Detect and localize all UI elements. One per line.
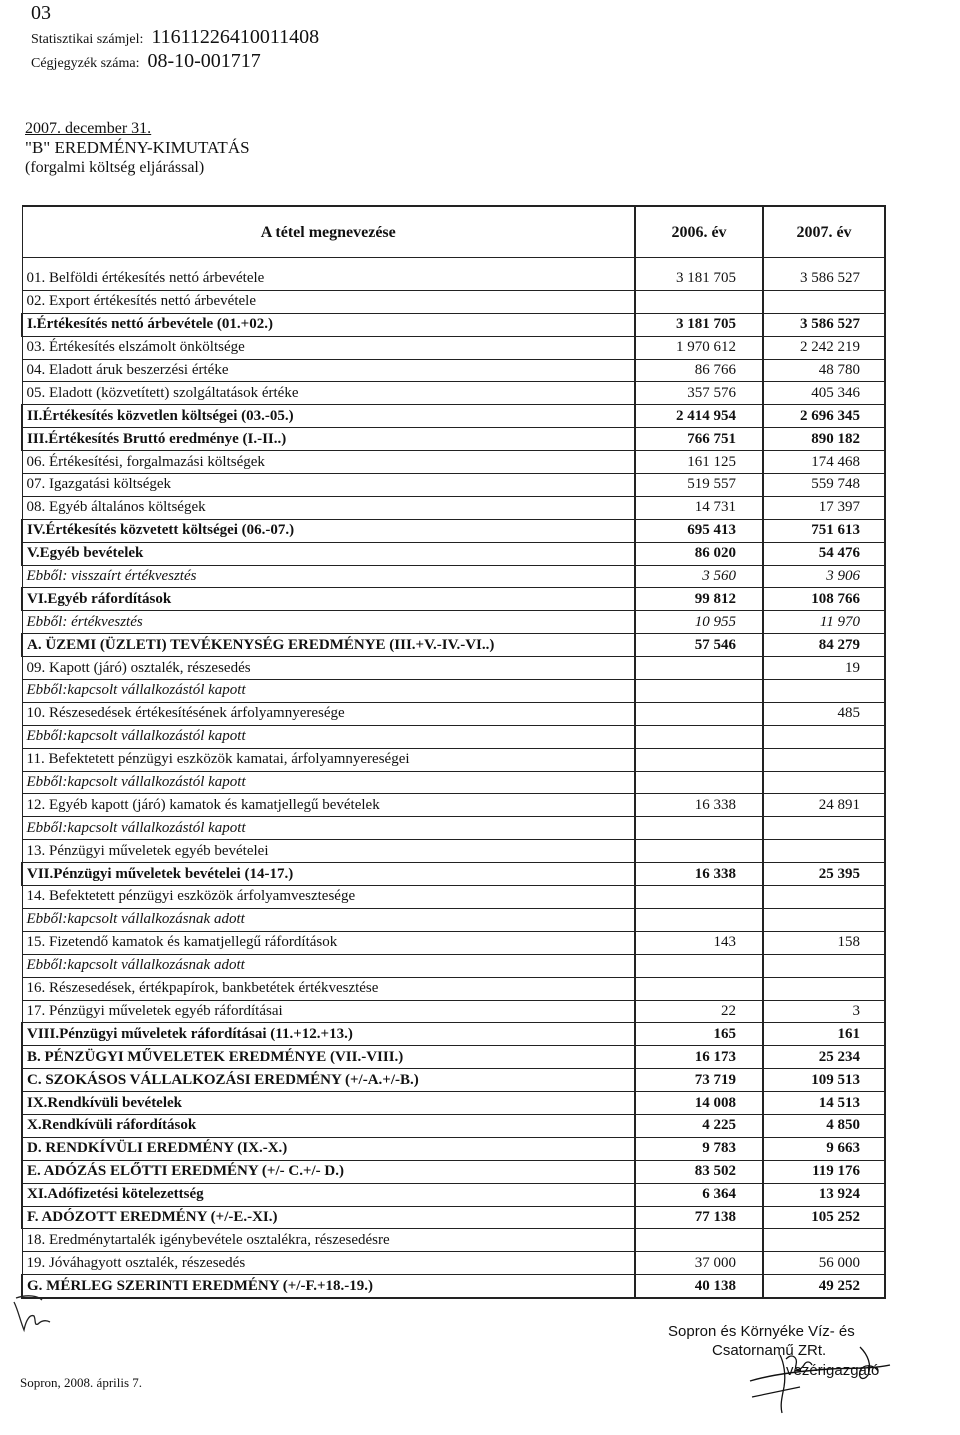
income-statement-table — [21, 205, 884, 1299]
value-2006 — [635, 840, 763, 863]
value-2006 — [635, 657, 763, 680]
value-2007: 158 — [763, 931, 885, 954]
value-2006: 99 812 — [635, 588, 763, 611]
table-row — [22, 382, 885, 405]
value-2007: 54 476 — [763, 542, 885, 565]
table-row — [22, 451, 885, 474]
value-2006: 14 731 — [635, 496, 763, 519]
report-title: "B" EREDMÉNY-KIMUTATÁS — [25, 138, 250, 157]
table-row — [22, 1000, 885, 1023]
value-2007 — [763, 954, 885, 977]
value-2007: 174 468 — [763, 451, 885, 474]
value-2007: 48 780 — [763, 359, 885, 382]
value-2007: 109 513 — [763, 1069, 885, 1092]
row-label: 14. Befektetett pénzügyi eszközök árfolyamvesztesége — [22, 886, 635, 909]
value-2007: 24 891 — [763, 794, 885, 817]
table-row — [22, 474, 885, 497]
value-2006: 14 008 — [635, 1092, 763, 1115]
value-2006: 3 181 705 — [635, 268, 763, 290]
value-2006 — [635, 908, 763, 931]
row-label: A. ÜZEMI (ÜZLETI) TEVÉKENYSÉG EREDMÉNYE (III.+V.-IV.-VI..) — [22, 634, 635, 657]
value-2007: 2 242 219 — [763, 336, 885, 359]
value-2006: 2 414 954 — [635, 405, 763, 428]
row-label: Ebből: értékvesztés — [22, 611, 635, 634]
value-2006: 4 225 — [635, 1114, 763, 1137]
value-2007: 11 970 — [763, 611, 885, 634]
table-row — [22, 1160, 885, 1183]
table-row — [22, 1137, 885, 1160]
table-row — [22, 1114, 885, 1137]
value-2006: 57 546 — [635, 634, 763, 657]
table-row — [22, 680, 885, 703]
value-2007: 3 586 527 — [763, 268, 885, 290]
table-row — [22, 794, 885, 817]
row-label: 06. Értékesítési, forgalmazási költségek — [22, 451, 635, 474]
table-row — [22, 565, 885, 588]
table-row — [22, 702, 885, 725]
row-label: C. SZOKÁSOS VÁLLALKOZÁSI EREDMÉNY (+/-A.+/-B.) — [22, 1069, 635, 1092]
table-row — [22, 748, 885, 771]
table-row — [22, 977, 885, 1000]
value-2007: 3 586 527 — [763, 313, 885, 336]
value-2007: 890 182 — [763, 428, 885, 451]
value-2006: 77 138 — [635, 1206, 763, 1229]
gap-cell — [635, 258, 763, 269]
value-2006: 40 138 — [635, 1275, 763, 1298]
statistical-number-label: Statisztikai számjel: — [31, 32, 144, 47]
statistical-number — [31, 26, 319, 49]
value-2006: 86 020 — [635, 542, 763, 565]
value-2006: 83 502 — [635, 1160, 763, 1183]
row-label: 03. Értékesítés elszámolt önköltsége — [22, 336, 635, 359]
place-and-date: Sopron, 2008. április 7. — [20, 1375, 143, 1390]
value-2006: 86 766 — [635, 359, 763, 382]
value-2006: 16 338 — [635, 863, 763, 886]
page-number: 03 — [31, 2, 51, 24]
value-2007 — [763, 290, 885, 313]
handwritten-signature — [740, 1335, 900, 1415]
row-label: I.Értékesítés nettó árbevétele (01.+02.) — [22, 313, 635, 336]
value-2006 — [635, 748, 763, 771]
value-2006 — [635, 725, 763, 748]
column-header-2007: 2007. év — [763, 206, 885, 258]
value-2006: 143 — [635, 931, 763, 954]
value-2006: 519 557 — [635, 474, 763, 497]
income-statement-body — [22, 206, 885, 1298]
registration-number-value: 08-10-001717 — [147, 50, 261, 72]
row-label: 19. Jóváhagyott osztalék, részesedés — [22, 1252, 635, 1275]
value-2007: 19 — [763, 657, 885, 680]
row-label: 15. Fizetendő kamatok és kamatjellegű ráfordítások — [22, 931, 635, 954]
value-2006 — [635, 1229, 763, 1252]
registration-number — [31, 50, 261, 73]
value-2006: 1 970 612 — [635, 336, 763, 359]
row-label: G. MÉRLEG SZERINTI EREDMÉNY (+/-F.+18.-19.) — [22, 1275, 635, 1298]
row-label: D. RENDKÍVÜLI EREDMÉNY (IX.-X.) — [22, 1137, 635, 1160]
table-row — [22, 771, 885, 794]
table-row — [22, 313, 885, 336]
value-2007: 9 663 — [763, 1137, 885, 1160]
value-2007 — [763, 840, 885, 863]
value-2007: 25 234 — [763, 1046, 885, 1069]
table-row — [22, 931, 885, 954]
table-row — [22, 1252, 885, 1275]
row-label: Ebből:kapcsolt vállalkozástól kapott — [22, 771, 635, 794]
table-row — [22, 428, 885, 451]
table-row — [22, 290, 885, 313]
value-2007: 17 397 — [763, 496, 885, 519]
value-2006: 6 364 — [635, 1183, 763, 1206]
value-2006: 161 125 — [635, 451, 763, 474]
row-label: VI.Egyéb ráfordítások — [22, 588, 635, 611]
table-row — [22, 1023, 885, 1046]
table-header-row — [22, 206, 885, 258]
signatory-title: vezérigazgató — [786, 1362, 880, 1379]
row-label: IX.Rendkívüli bevételek — [22, 1092, 635, 1115]
row-label: 11. Befektetett pénzügyi eszközök kamatai, árfolyamnyereségei — [22, 748, 635, 771]
table-row — [22, 336, 885, 359]
statistical-number-value: 11611226410011408 — [151, 26, 320, 48]
table-row — [22, 611, 885, 634]
row-label: 04. Eladott áruk beszerzési értéke — [22, 359, 635, 382]
table-row — [22, 840, 885, 863]
table-row — [22, 1046, 885, 1069]
value-2006: 16 173 — [635, 1046, 763, 1069]
row-label: XI.Adófizetési kötelezettség — [22, 1183, 635, 1206]
row-label: X.Rendkívüli ráfordítások — [22, 1114, 635, 1137]
table-row — [22, 634, 885, 657]
table-row — [22, 908, 885, 931]
table-row — [22, 657, 885, 680]
table-row — [22, 725, 885, 748]
gap-cell — [22, 258, 635, 269]
row-label: 13. Pénzügyi műveletek egyéb bevételei — [22, 840, 635, 863]
value-2006 — [635, 977, 763, 1000]
row-label: E. ADÓZÁS ELŐTTI EREDMÉNY (+/- C.+/- D.) — [22, 1160, 635, 1183]
value-2006 — [635, 702, 763, 725]
value-2006: 766 751 — [635, 428, 763, 451]
value-2007: 2 696 345 — [763, 405, 885, 428]
table-row — [22, 588, 885, 611]
gap-cell — [763, 258, 885, 269]
table-row — [22, 359, 885, 382]
row-label: Ebből: visszaírt értékvesztés — [22, 565, 635, 588]
registration-number-label: Cégjegyzék száma: — [31, 56, 140, 71]
value-2006: 3 181 705 — [635, 313, 763, 336]
value-2006: 22 — [635, 1000, 763, 1023]
value-2007: 4 850 — [763, 1114, 885, 1137]
table-row — [22, 268, 885, 290]
value-2006 — [635, 771, 763, 794]
value-2007 — [763, 908, 885, 931]
table-row — [22, 405, 885, 428]
value-2006: 357 576 — [635, 382, 763, 405]
value-2007 — [763, 886, 885, 909]
value-2006: 695 413 — [635, 519, 763, 542]
value-2006: 3 560 — [635, 565, 763, 588]
value-2007: 405 346 — [763, 382, 885, 405]
row-label: 02. Export értékesítés nettó árbevétele — [22, 290, 635, 313]
value-2007 — [763, 817, 885, 840]
value-2007: 751 613 — [763, 519, 885, 542]
table-row — [22, 1275, 885, 1298]
value-2006: 165 — [635, 1023, 763, 1046]
row-label: III.Értékesítés Bruttó eredménye (I.-II..) — [22, 428, 635, 451]
row-label: IV.Értékesítés közvetett költségei (06.-07.) — [22, 519, 635, 542]
value-2007 — [763, 680, 885, 703]
row-label: Ebből:kapcsolt vállalkozásnak adott — [22, 908, 635, 931]
table-row — [22, 542, 885, 565]
value-2007 — [763, 725, 885, 748]
value-2007: 559 748 — [763, 474, 885, 497]
value-2006: 10 955 — [635, 611, 763, 634]
row-label: VIII.Pénzügyi műveletek ráfordításai (11.+12.+13.) — [22, 1023, 635, 1046]
row-label: Ebből:kapcsolt vállalkozástól kapott — [22, 725, 635, 748]
row-label: 12. Egyéb kapott (járó) kamatok és kamatjellegű bevételek — [22, 794, 635, 817]
row-label: 16. Részesedések, értékpapírok, bankbetétek értékvesztése — [22, 977, 635, 1000]
value-2007 — [763, 771, 885, 794]
initials-signature-icon — [8, 1290, 54, 1338]
table-row — [22, 1206, 885, 1229]
table-row — [22, 1229, 885, 1252]
row-label: 18. Eredménytartalék igénybevétele osztalékra, részesedésre — [22, 1229, 635, 1252]
value-2006 — [635, 817, 763, 840]
value-2007: 25 395 — [763, 863, 885, 886]
value-2007: 13 924 — [763, 1183, 885, 1206]
table-row — [22, 496, 885, 519]
table-row — [22, 863, 885, 886]
row-label: 05. Eladott (közvetített) szolgáltatások értéke — [22, 382, 635, 405]
row-label: 07. Igazgatási költségek — [22, 474, 635, 497]
company-name-line1: Sopron és Környéke Víz- és — [668, 1323, 855, 1340]
table-row — [22, 886, 885, 909]
header-gap-row — [22, 258, 885, 269]
row-label: 17. Pénzügyi műveletek egyéb ráfordításai — [22, 1000, 635, 1023]
value-2007: 119 176 — [763, 1160, 885, 1183]
company-name-line2: Csatornamű ZRt. — [712, 1342, 827, 1359]
row-label: F. ADÓZOTT EREDMÉNY (+/-E.-XI.) — [22, 1206, 635, 1229]
row-label: 01. Belföldi értékesítés nettó árbevétele — [22, 268, 635, 290]
row-label: VII.Pénzügyi műveletek bevételei (14-17.) — [22, 863, 635, 886]
row-label: Ebből:kapcsolt vállalkozástól kapott — [22, 680, 635, 703]
value-2007 — [763, 1229, 885, 1252]
row-label: 08. Egyéb általános költségek — [22, 496, 635, 519]
value-2006: 73 719 — [635, 1069, 763, 1092]
value-2007: 105 252 — [763, 1206, 885, 1229]
value-2007 — [763, 977, 885, 1000]
table-row — [22, 1092, 885, 1115]
value-2007: 84 279 — [763, 634, 885, 657]
value-2007: 3 906 — [763, 565, 885, 588]
value-2007: 3 — [763, 1000, 885, 1023]
table-row — [22, 1069, 885, 1092]
value-2007: 49 252 — [763, 1275, 885, 1298]
value-2006: 37 000 — [635, 1252, 763, 1275]
table-row — [22, 817, 885, 840]
value-2006 — [635, 954, 763, 977]
value-2007: 56 000 — [763, 1252, 885, 1275]
table-row — [22, 519, 885, 542]
table-row — [22, 954, 885, 977]
column-header-item: A tétel megnevezése — [22, 206, 635, 258]
value-2007 — [763, 748, 885, 771]
value-2006: 16 338 — [635, 794, 763, 817]
report-date: 2007. december 31. — [25, 120, 152, 137]
report-subtitle: (forgalmi költség eljárással) — [25, 159, 205, 176]
row-label: II.Értékesítés közvetlen költségei (03.-05.) — [22, 405, 635, 428]
value-2006: 9 783 — [635, 1137, 763, 1160]
table-row — [22, 1183, 885, 1206]
value-2007: 161 — [763, 1023, 885, 1046]
row-label: Ebből:kapcsolt vállalkozástól kapott — [22, 817, 635, 840]
value-2007: 108 766 — [763, 588, 885, 611]
value-2007: 485 — [763, 702, 885, 725]
value-2006 — [635, 290, 763, 313]
row-label: V.Egyéb bevételek — [22, 542, 635, 565]
value-2006 — [635, 886, 763, 909]
column-header-2006: 2006. év — [635, 206, 763, 258]
row-label: Ebből:kapcsolt vállalkozásnak adott — [22, 954, 635, 977]
row-label: 10. Részesedések értékesítésének árfolyamnyeresége — [22, 702, 635, 725]
row-label: 09. Kapott (járó) osztalék, részesedés — [22, 657, 635, 680]
value-2006 — [635, 680, 763, 703]
row-label: B. PÉNZÜGYI MŰVELETEK EREDMÉNYE (VII.-VIII.) — [22, 1046, 635, 1069]
value-2007: 14 513 — [763, 1092, 885, 1115]
